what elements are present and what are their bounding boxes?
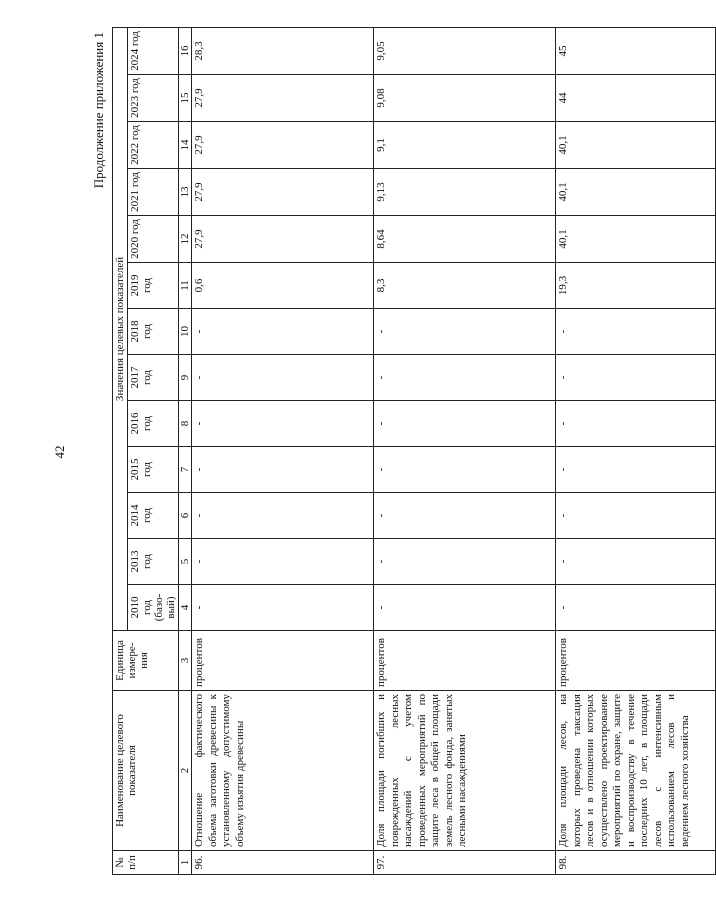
row-number: 96.: [192, 851, 374, 875]
header-year: 2016 год: [128, 401, 179, 447]
value-cell: -: [556, 355, 716, 401]
value-cell: 19,3: [556, 263, 716, 309]
column-number: 15: [179, 75, 192, 122]
column-number: 12: [179, 216, 192, 263]
value-cell: -: [192, 539, 374, 585]
value-cell: -: [374, 539, 556, 585]
row-number: 97.: [374, 851, 556, 875]
page-number: 42: [52, 445, 67, 459]
header-no: № п/п: [113, 851, 179, 875]
rotated-page-content: [90, 30, 691, 875]
row-number: 98.: [556, 851, 716, 875]
header-year: 2010 год (базо- вый): [128, 585, 179, 631]
column-number: 14: [179, 122, 192, 169]
value-cell: -: [374, 401, 556, 447]
value-cell: 9,13: [374, 169, 556, 216]
column-number: 16: [179, 27, 192, 74]
table-body: [192, 27, 716, 874]
appendix-caption: Продолжение приложения 1: [91, 32, 106, 189]
column-number: 1: [179, 851, 192, 875]
column-number: 11: [179, 263, 192, 309]
value-cell: -: [374, 355, 556, 401]
value-cell: -: [192, 355, 374, 401]
value-cell: 9,05: [374, 27, 556, 74]
value-cell: -: [192, 585, 374, 631]
column-number: 2: [179, 691, 192, 851]
column-number: 8: [179, 401, 192, 447]
column-number: 10: [179, 309, 192, 355]
value-cell: -: [556, 585, 716, 631]
value-cell: 40,1: [556, 122, 716, 169]
value-cell: 44: [556, 75, 716, 122]
value-cell: 8,64: [374, 216, 556, 263]
column-number: 13: [179, 169, 192, 216]
header-year: 2018 год: [128, 309, 179, 355]
header-values-group: Значения целевых показателей: [113, 27, 128, 630]
value-cell: -: [556, 309, 716, 355]
value-cell: 27,9: [192, 169, 374, 216]
header-unit: Единица измере- ния: [113, 631, 179, 691]
header-year: 2015 год: [128, 447, 179, 493]
value-cell: -: [374, 309, 556, 355]
column-number: 9: [179, 355, 192, 401]
value-cell: -: [556, 493, 716, 539]
value-cell: 28,3: [192, 27, 374, 74]
column-number: 6: [179, 493, 192, 539]
value-cell: 27,9: [192, 75, 374, 122]
column-numbers-row: [179, 27, 192, 874]
table-row: [556, 27, 716, 874]
value-cell: 40,1: [556, 169, 716, 216]
value-cell: 8,3: [374, 263, 556, 309]
header-year: 2013 год: [128, 539, 179, 585]
indicator-name: Отношение фактического объема заготовки древесины к установленному допустимому объему изъятия древесины: [192, 691, 374, 851]
column-number: 7: [179, 447, 192, 493]
header-year: 2017 год: [128, 355, 179, 401]
value-cell: -: [556, 401, 716, 447]
value-cell: 9,1: [374, 122, 556, 169]
value-cell: 9,08: [374, 75, 556, 122]
unit-cell: процентов: [374, 631, 556, 691]
header-year: 2014 год: [128, 493, 179, 539]
header-year: 2024 год: [128, 27, 179, 74]
value-cell: -: [556, 447, 716, 493]
indicator-name: Доля площади лесов, на которых проведена таксация лесов и в отношении которых осуществлено проектирование мероприятий по охране, защите и воспроизводству в течение последних 10 лет, в площади лесов с интенсивным использованием лесов и ведением лесного хозяйства: [556, 691, 716, 851]
column-number: 4: [179, 585, 192, 631]
value-cell: 40,1: [556, 216, 716, 263]
value-cell: -: [192, 309, 374, 355]
value-cell: 27,9: [192, 122, 374, 169]
table-row: [374, 27, 556, 874]
header-year: 2019 год: [128, 263, 179, 309]
unit-cell: процентов: [556, 631, 716, 691]
value-cell: -: [374, 585, 556, 631]
targets-table: [112, 27, 716, 875]
unit-cell: процентов: [192, 631, 374, 691]
header-year: 2022 год: [128, 122, 179, 169]
value-cell: -: [374, 447, 556, 493]
indicator-name: Доля площади погибших и поврежденных лесных насаждений с учетом проведенных мероприятий по защите леса в общей площади земель лесного фонда, занятых лесными насаждениями: [374, 691, 556, 851]
column-number: 3: [179, 631, 192, 691]
column-number: 5: [179, 539, 192, 585]
value-cell: -: [192, 447, 374, 493]
header-year: 2020 год: [128, 216, 179, 263]
value-cell: 27,9: [192, 216, 374, 263]
value-cell: -: [556, 539, 716, 585]
value-cell: 0,6: [192, 263, 374, 309]
table-row: [192, 27, 374, 874]
value-cell: -: [192, 401, 374, 447]
value-cell: -: [192, 493, 374, 539]
header-year: 2021 год: [128, 169, 179, 216]
header-year: 2023 год: [128, 75, 179, 122]
value-cell: 45: [556, 27, 716, 74]
header-indicator-name: Наименование целевого показателя: [113, 691, 179, 851]
value-cell: -: [374, 493, 556, 539]
